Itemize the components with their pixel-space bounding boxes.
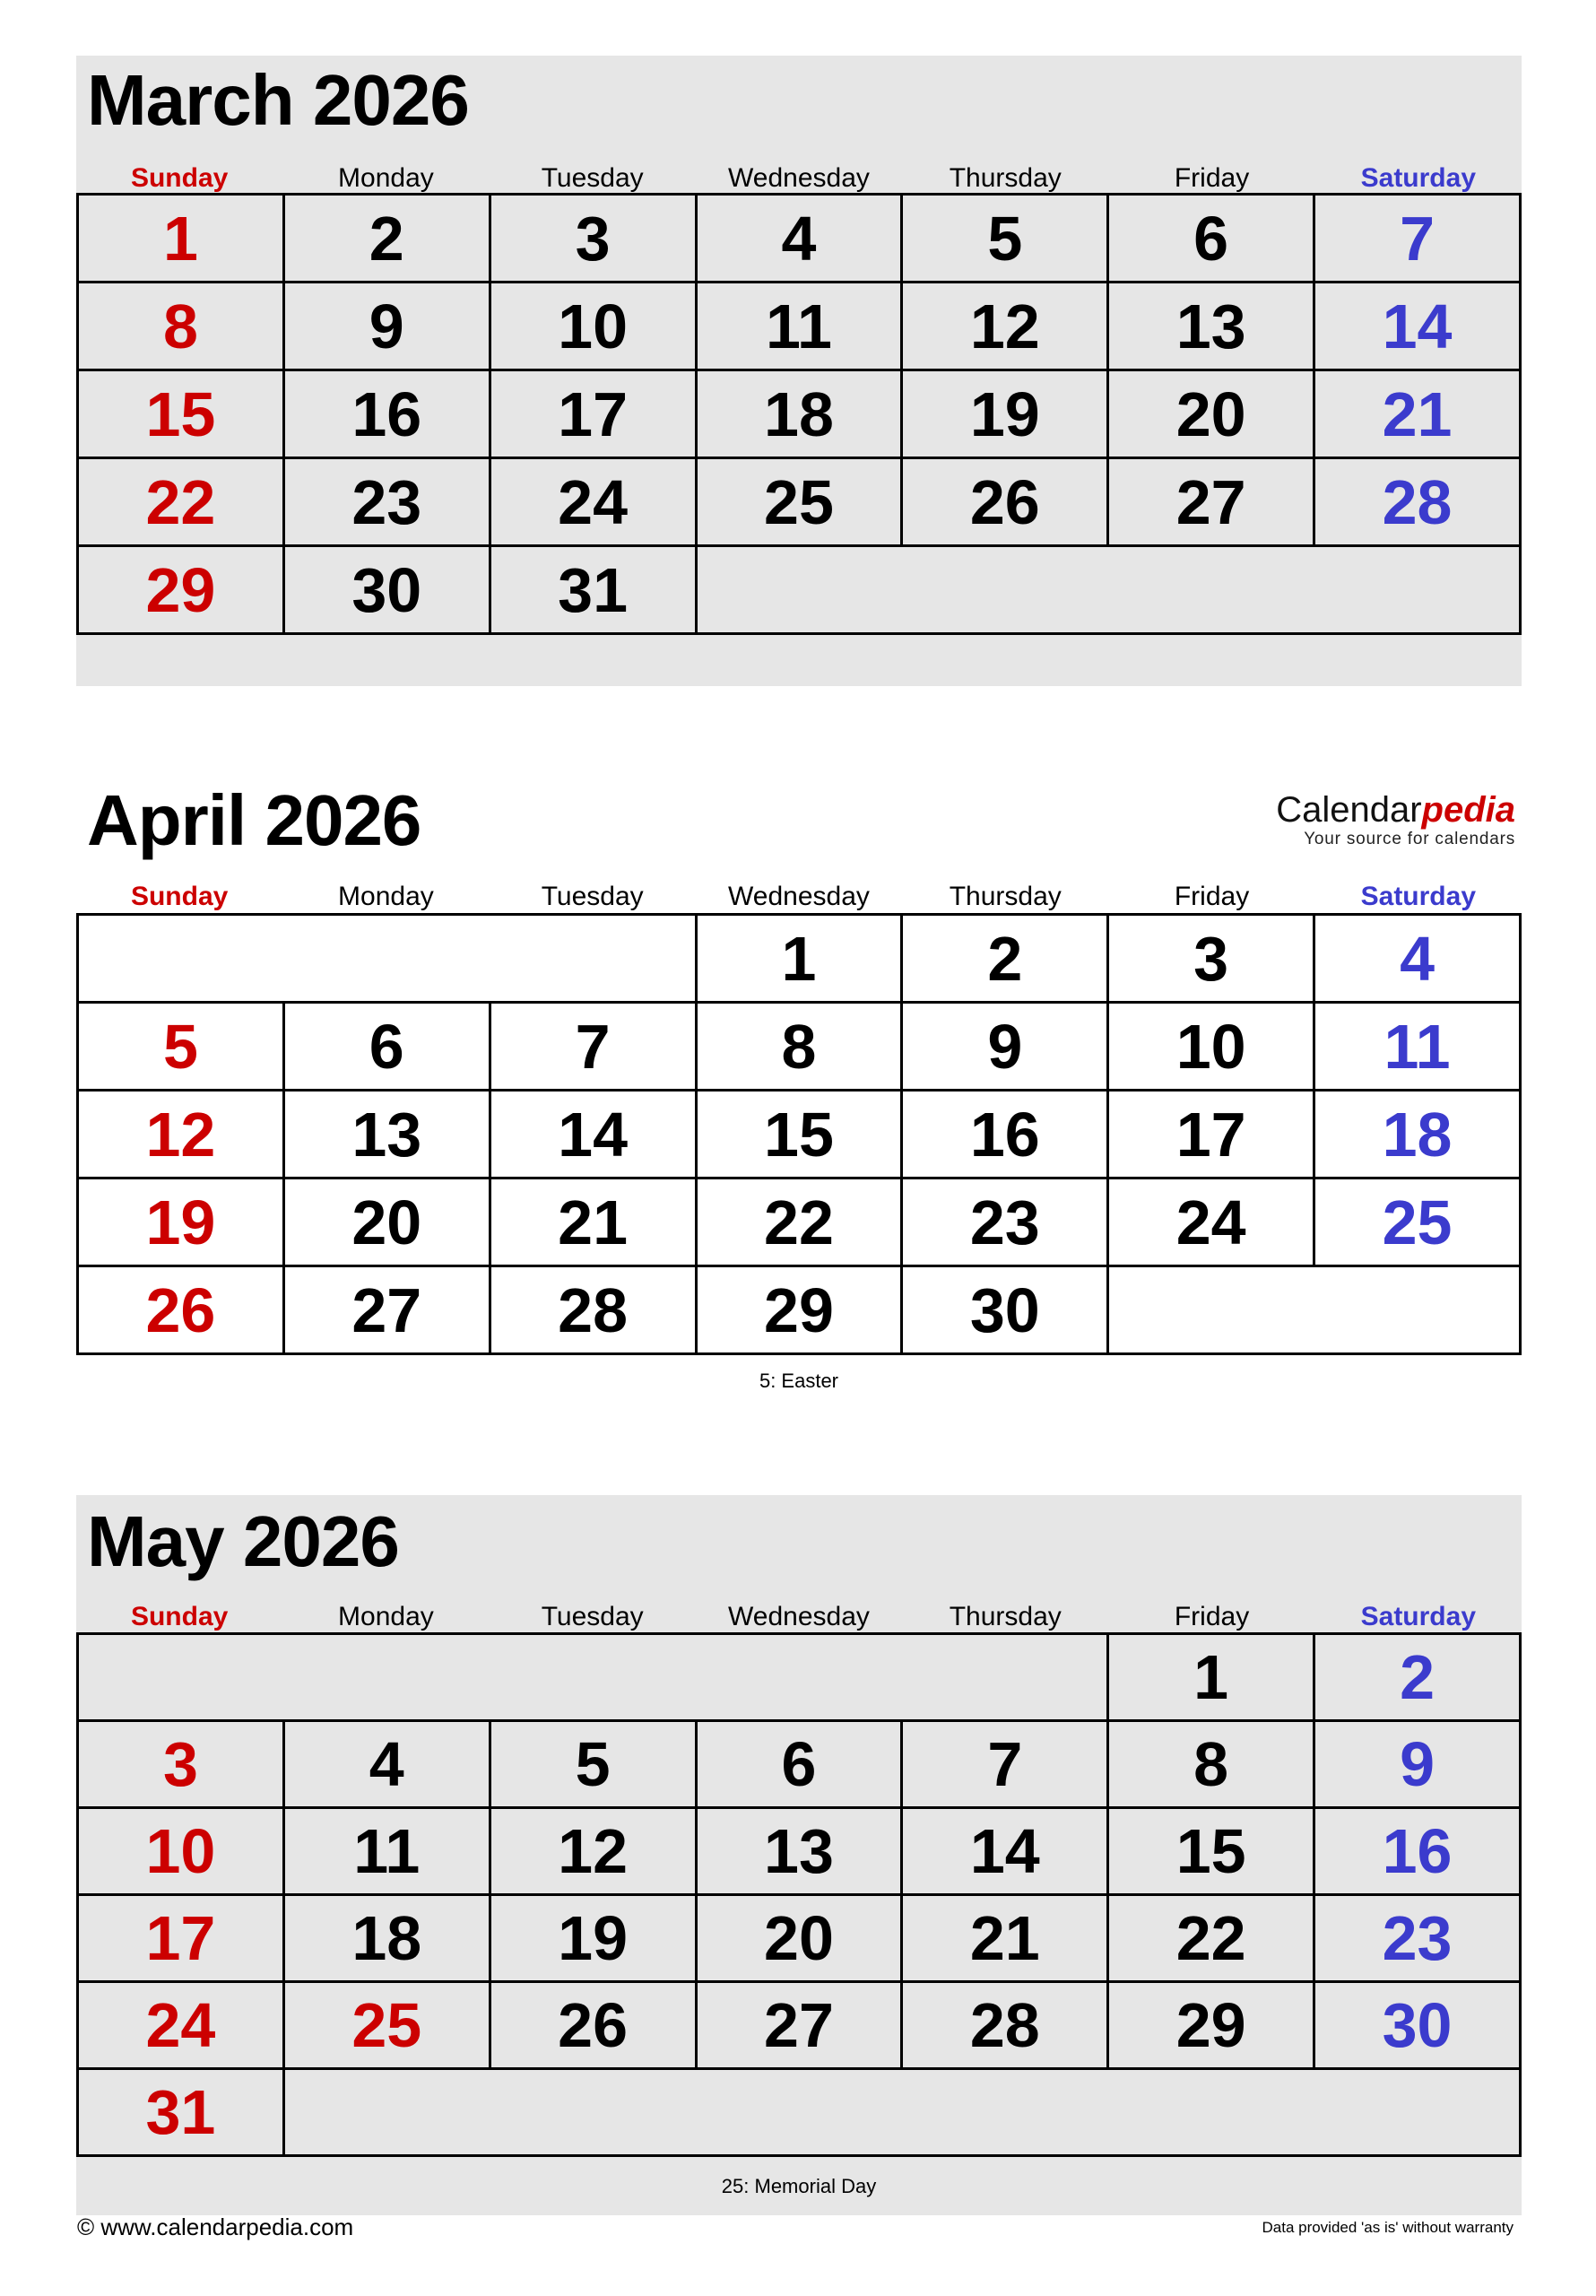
day-cell-21: 21 <box>902 1895 1108 1982</box>
day-cell-19: 19 <box>902 370 1108 458</box>
empty-cell <box>78 915 697 1003</box>
day-cell-5: 5 <box>902 195 1108 283</box>
day-cell-4: 4 <box>283 1721 490 1808</box>
weekday-label-sunday: Sunday <box>130 162 229 193</box>
day-cell-15: 15 <box>1108 1808 1314 1895</box>
weekday-row <box>76 878 1522 910</box>
day-cell-29: 29 <box>78 546 284 634</box>
day-cell-30: 30 <box>1314 1982 1521 2069</box>
logo-text-pedia: pedia <box>1421 790 1515 830</box>
day-cell-24: 24 <box>490 458 696 546</box>
day-cell-9: 9 <box>902 1003 1108 1091</box>
day-cell-19: 19 <box>490 1895 696 1982</box>
month-title-april: April 2026 <box>87 780 421 860</box>
day-cell-11: 11 <box>283 1808 490 1895</box>
day-cell-6: 6 <box>283 1003 490 1091</box>
weekday-label-sunday: Sunday <box>130 881 229 911</box>
day-cell-27: 27 <box>696 1982 902 2069</box>
day-cell-30: 30 <box>283 546 490 634</box>
empty-cell <box>696 546 1520 634</box>
day-cell-18: 18 <box>283 1895 490 1982</box>
weekday-label-tuesday: Tuesday <box>541 881 644 911</box>
day-cell-13: 13 <box>696 1808 902 1895</box>
day-cell-2: 2 <box>1314 1634 1521 1721</box>
day-cell-25: 25 <box>696 458 902 546</box>
logo-tagline: Your source for calendars <box>1304 830 1515 848</box>
day-cell-21: 21 <box>1314 370 1521 458</box>
day-cell-29: 29 <box>696 1266 902 1354</box>
day-cell-6: 6 <box>1108 195 1314 283</box>
weekday-label-saturday: Saturday <box>1360 162 1477 193</box>
weekday-label-friday: Friday <box>1174 162 1250 193</box>
month-block-may <box>76 1495 1522 2215</box>
day-cell-22: 22 <box>696 1178 902 1266</box>
day-cell-16: 16 <box>902 1091 1108 1178</box>
logo-text-calendar: Calendar <box>1276 790 1422 830</box>
day-cell-20: 20 <box>1108 370 1314 458</box>
day-cell-17: 17 <box>490 370 696 458</box>
day-cell-5: 5 <box>78 1003 284 1091</box>
day-cell-26: 26 <box>490 1982 696 2069</box>
day-cell-9: 9 <box>1314 1721 1521 1808</box>
day-cell-28: 28 <box>1314 458 1521 546</box>
calendarpedia-logo <box>1276 792 1515 848</box>
day-cell-8: 8 <box>696 1003 902 1091</box>
day-cell-10: 10 <box>490 283 696 370</box>
day-cell-14: 14 <box>490 1091 696 1178</box>
day-cell-14: 14 <box>902 1808 1108 1895</box>
calendar-grid-may <box>76 1632 1522 2157</box>
day-cell-27: 27 <box>1108 458 1314 546</box>
day-cell-13: 13 <box>283 1091 490 1178</box>
day-cell-25: 25 <box>283 1982 490 2069</box>
day-cell-3: 3 <box>78 1721 284 1808</box>
month-block-april <box>76 780 1522 1399</box>
day-cell-21: 21 <box>490 1178 696 1266</box>
day-cell-19: 19 <box>78 1178 284 1266</box>
weekday-label-tuesday: Tuesday <box>541 162 644 193</box>
day-cell-23: 23 <box>1314 1895 1521 1982</box>
weekday-label-friday: Friday <box>1174 881 1250 911</box>
day-cell-8: 8 <box>78 283 284 370</box>
calendar-grid-april <box>76 913 1522 1355</box>
weekday-label-saturday: Saturday <box>1360 881 1477 911</box>
day-cell-22: 22 <box>78 458 284 546</box>
empty-cell <box>1108 1266 1521 1354</box>
day-cell-12: 12 <box>78 1091 284 1178</box>
day-cell-26: 26 <box>78 1266 284 1354</box>
day-cell-20: 20 <box>696 1895 902 1982</box>
day-cell-10: 10 <box>1108 1003 1314 1091</box>
day-cell-24: 24 <box>1108 1178 1314 1266</box>
day-cell-16: 16 <box>1314 1808 1521 1895</box>
weekday-label-saturday: Saturday <box>1360 1601 1477 1631</box>
day-cell-2: 2 <box>902 915 1108 1003</box>
day-cell-31: 31 <box>78 2069 284 2156</box>
day-cell-28: 28 <box>490 1266 696 1354</box>
logo-wordmark <box>1276 792 1515 828</box>
weekday-label-thursday: Thursday <box>949 162 1062 193</box>
month-title-may: May 2026 <box>87 1501 399 1581</box>
empty-cell <box>283 2069 1520 2156</box>
day-cell-29: 29 <box>1108 1982 1314 2069</box>
day-cell-22: 22 <box>1108 1895 1314 1982</box>
weekday-label-tuesday: Tuesday <box>541 1601 644 1631</box>
weekday-label-wednesday: Wednesday <box>728 881 870 911</box>
day-cell-28: 28 <box>902 1982 1108 2069</box>
weekday-label-monday: Monday <box>338 1601 434 1631</box>
day-cell-26: 26 <box>902 458 1108 546</box>
day-cell-20: 20 <box>283 1178 490 1266</box>
day-cell-23: 23 <box>283 458 490 546</box>
footer-disclaimer: Data provided 'as is' without warranty <box>1262 2219 1514 2236</box>
weekday-label-monday: Monday <box>338 162 434 193</box>
month-title-march: March 2026 <box>87 60 469 140</box>
month-block-march <box>76 56 1522 686</box>
day-cell-12: 12 <box>490 1808 696 1895</box>
weekday-label-wednesday: Wednesday <box>728 1601 870 1631</box>
holiday-note-memorial-day: 25: Memorial Day <box>721 2175 877 2197</box>
day-cell-8: 8 <box>1108 1721 1314 1808</box>
day-cell-17: 17 <box>1108 1091 1314 1178</box>
day-cell-23: 23 <box>902 1178 1108 1266</box>
day-cell-2: 2 <box>283 195 490 283</box>
day-cell-15: 15 <box>78 370 284 458</box>
day-cell-7: 7 <box>490 1003 696 1091</box>
day-cell-3: 3 <box>1108 915 1314 1003</box>
day-cell-13: 13 <box>1108 283 1314 370</box>
weekday-label-thursday: Thursday <box>949 881 1062 911</box>
day-cell-11: 11 <box>696 283 902 370</box>
weekday-label-friday: Friday <box>1174 1601 1250 1631</box>
day-cell-14: 14 <box>1314 283 1521 370</box>
holiday-note-easter: 5: Easter <box>759 1370 839 1392</box>
weekday-row <box>76 160 1522 192</box>
footer-copyright: © www.calendarpedia.com <box>77 2213 354 2240</box>
day-cell-5: 5 <box>490 1721 696 1808</box>
day-cell-1: 1 <box>78 195 284 283</box>
day-cell-10: 10 <box>78 1808 284 1895</box>
day-cell-9: 9 <box>283 283 490 370</box>
day-cell-4: 4 <box>696 195 902 283</box>
day-cell-4: 4 <box>1314 915 1521 1003</box>
weekday-row <box>76 1598 1522 1631</box>
empty-cell <box>78 1634 1108 1721</box>
day-cell-7: 7 <box>1314 195 1521 283</box>
day-cell-18: 18 <box>1314 1091 1521 1178</box>
day-cell-18: 18 <box>696 370 902 458</box>
day-cell-7: 7 <box>902 1721 1108 1808</box>
day-cell-24: 24 <box>78 1982 284 2069</box>
day-cell-6: 6 <box>696 1721 902 1808</box>
day-cell-3: 3 <box>490 195 696 283</box>
day-cell-17: 17 <box>78 1895 284 1982</box>
weekday-label-monday: Monday <box>338 881 434 911</box>
day-cell-15: 15 <box>696 1091 902 1178</box>
day-cell-1: 1 <box>1108 1634 1314 1721</box>
day-cell-16: 16 <box>283 370 490 458</box>
day-cell-12: 12 <box>902 283 1108 370</box>
calendar-grid-march <box>76 193 1522 635</box>
weekday-label-sunday: Sunday <box>130 1601 229 1631</box>
day-cell-27: 27 <box>283 1266 490 1354</box>
day-cell-25: 25 <box>1314 1178 1521 1266</box>
weekday-label-wednesday: Wednesday <box>728 162 870 193</box>
weekday-label-thursday: Thursday <box>949 1601 1062 1631</box>
day-cell-31: 31 <box>490 546 696 634</box>
day-cell-30: 30 <box>902 1266 1108 1354</box>
day-cell-1: 1 <box>696 915 902 1003</box>
day-cell-11: 11 <box>1314 1003 1521 1091</box>
